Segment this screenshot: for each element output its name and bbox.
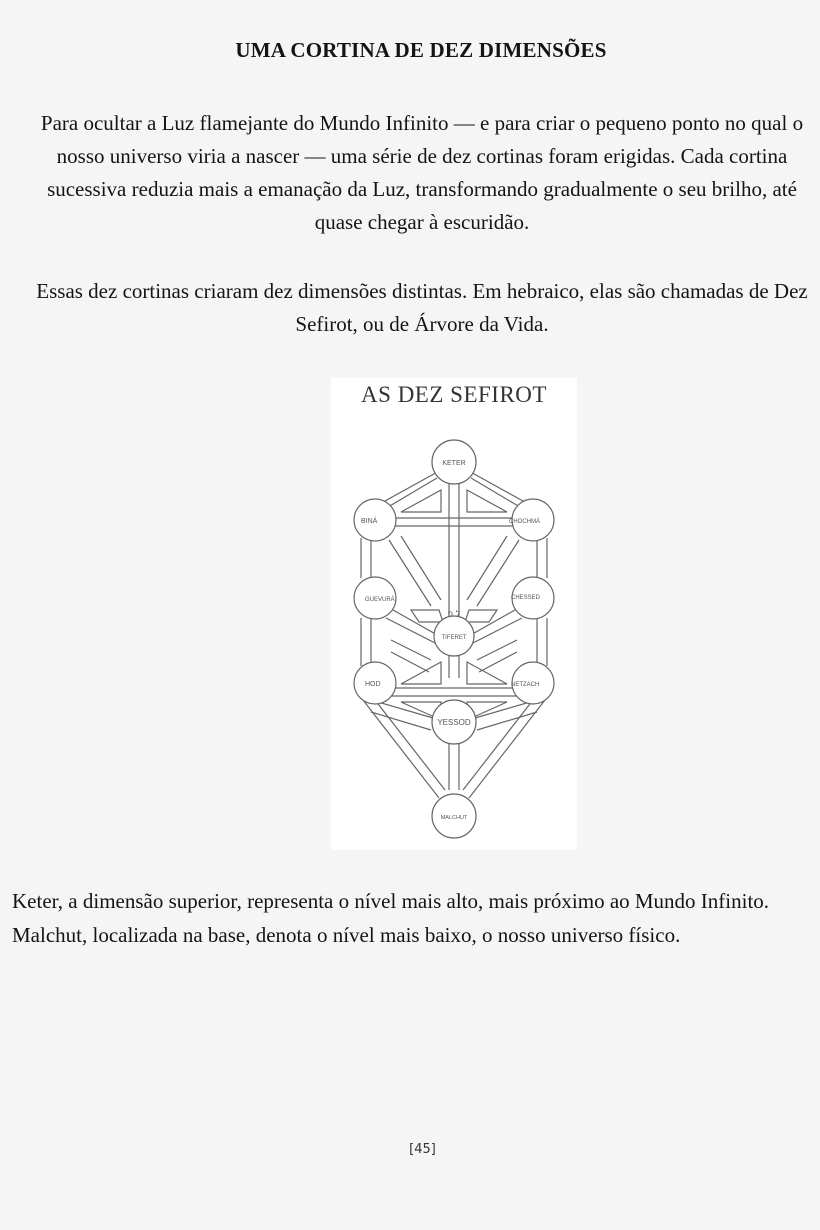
- sefira-tiferet: TIFERET: [441, 635, 467, 641]
- sefira-keter: KETER: [442, 460, 466, 467]
- figure-title: AS DEZ SEFIROT: [361, 382, 547, 407]
- page-title: UMA CORTINA DE DEZ DIMENSÕES: [235, 38, 607, 62]
- hebrew-letters: ל מ: [447, 609, 461, 618]
- page-number: [45]: [409, 1142, 436, 1157]
- sefira-malchut: MALCHUT: [440, 815, 468, 821]
- paragraph-intro: Para ocultar a Luz flamejante do Mundo Infinito — e para criar o pequeno ponto no qual o nosso universo viria a nascer — uma série de dez cortinas foram erigidas. Cada cortina sucessiva reduzia mais a emanação da Luz, transformando gradualmente o seu brilho, até quase chegar à escuridão.: [40, 111, 804, 234]
- sefira-bina: BINÁ: [361, 518, 378, 525]
- tree-of-life-diagram: [331, 378, 577, 850]
- paragraph-sefirot: Essas dez cortinas criaram dez dimensões distintas. Em hebraico, elas são chamadas de Dez Sefirot, ou de Árvore da Vida.: [36, 279, 808, 336]
- tree-of-life-figure: [331, 378, 577, 850]
- sefira-yessod: YESSOD: [437, 718, 471, 727]
- sefira-guevura: GUEVURÁ: [365, 597, 395, 603]
- sefira-netzach: NETZACH: [511, 682, 540, 688]
- sefira-chochma: CHOCHMÁ: [509, 519, 540, 525]
- sefira-hod: HOD: [365, 681, 381, 688]
- paragraph-keter-malchut: Keter, a dimensão superior, representa o nível mais alto, mais próximo ao Mundo Infinito. Malchut, localizada na base, denota o nível mais baixo, o nosso universo físico.: [12, 889, 770, 947]
- sefira-chessed: CHESSED: [511, 595, 541, 601]
